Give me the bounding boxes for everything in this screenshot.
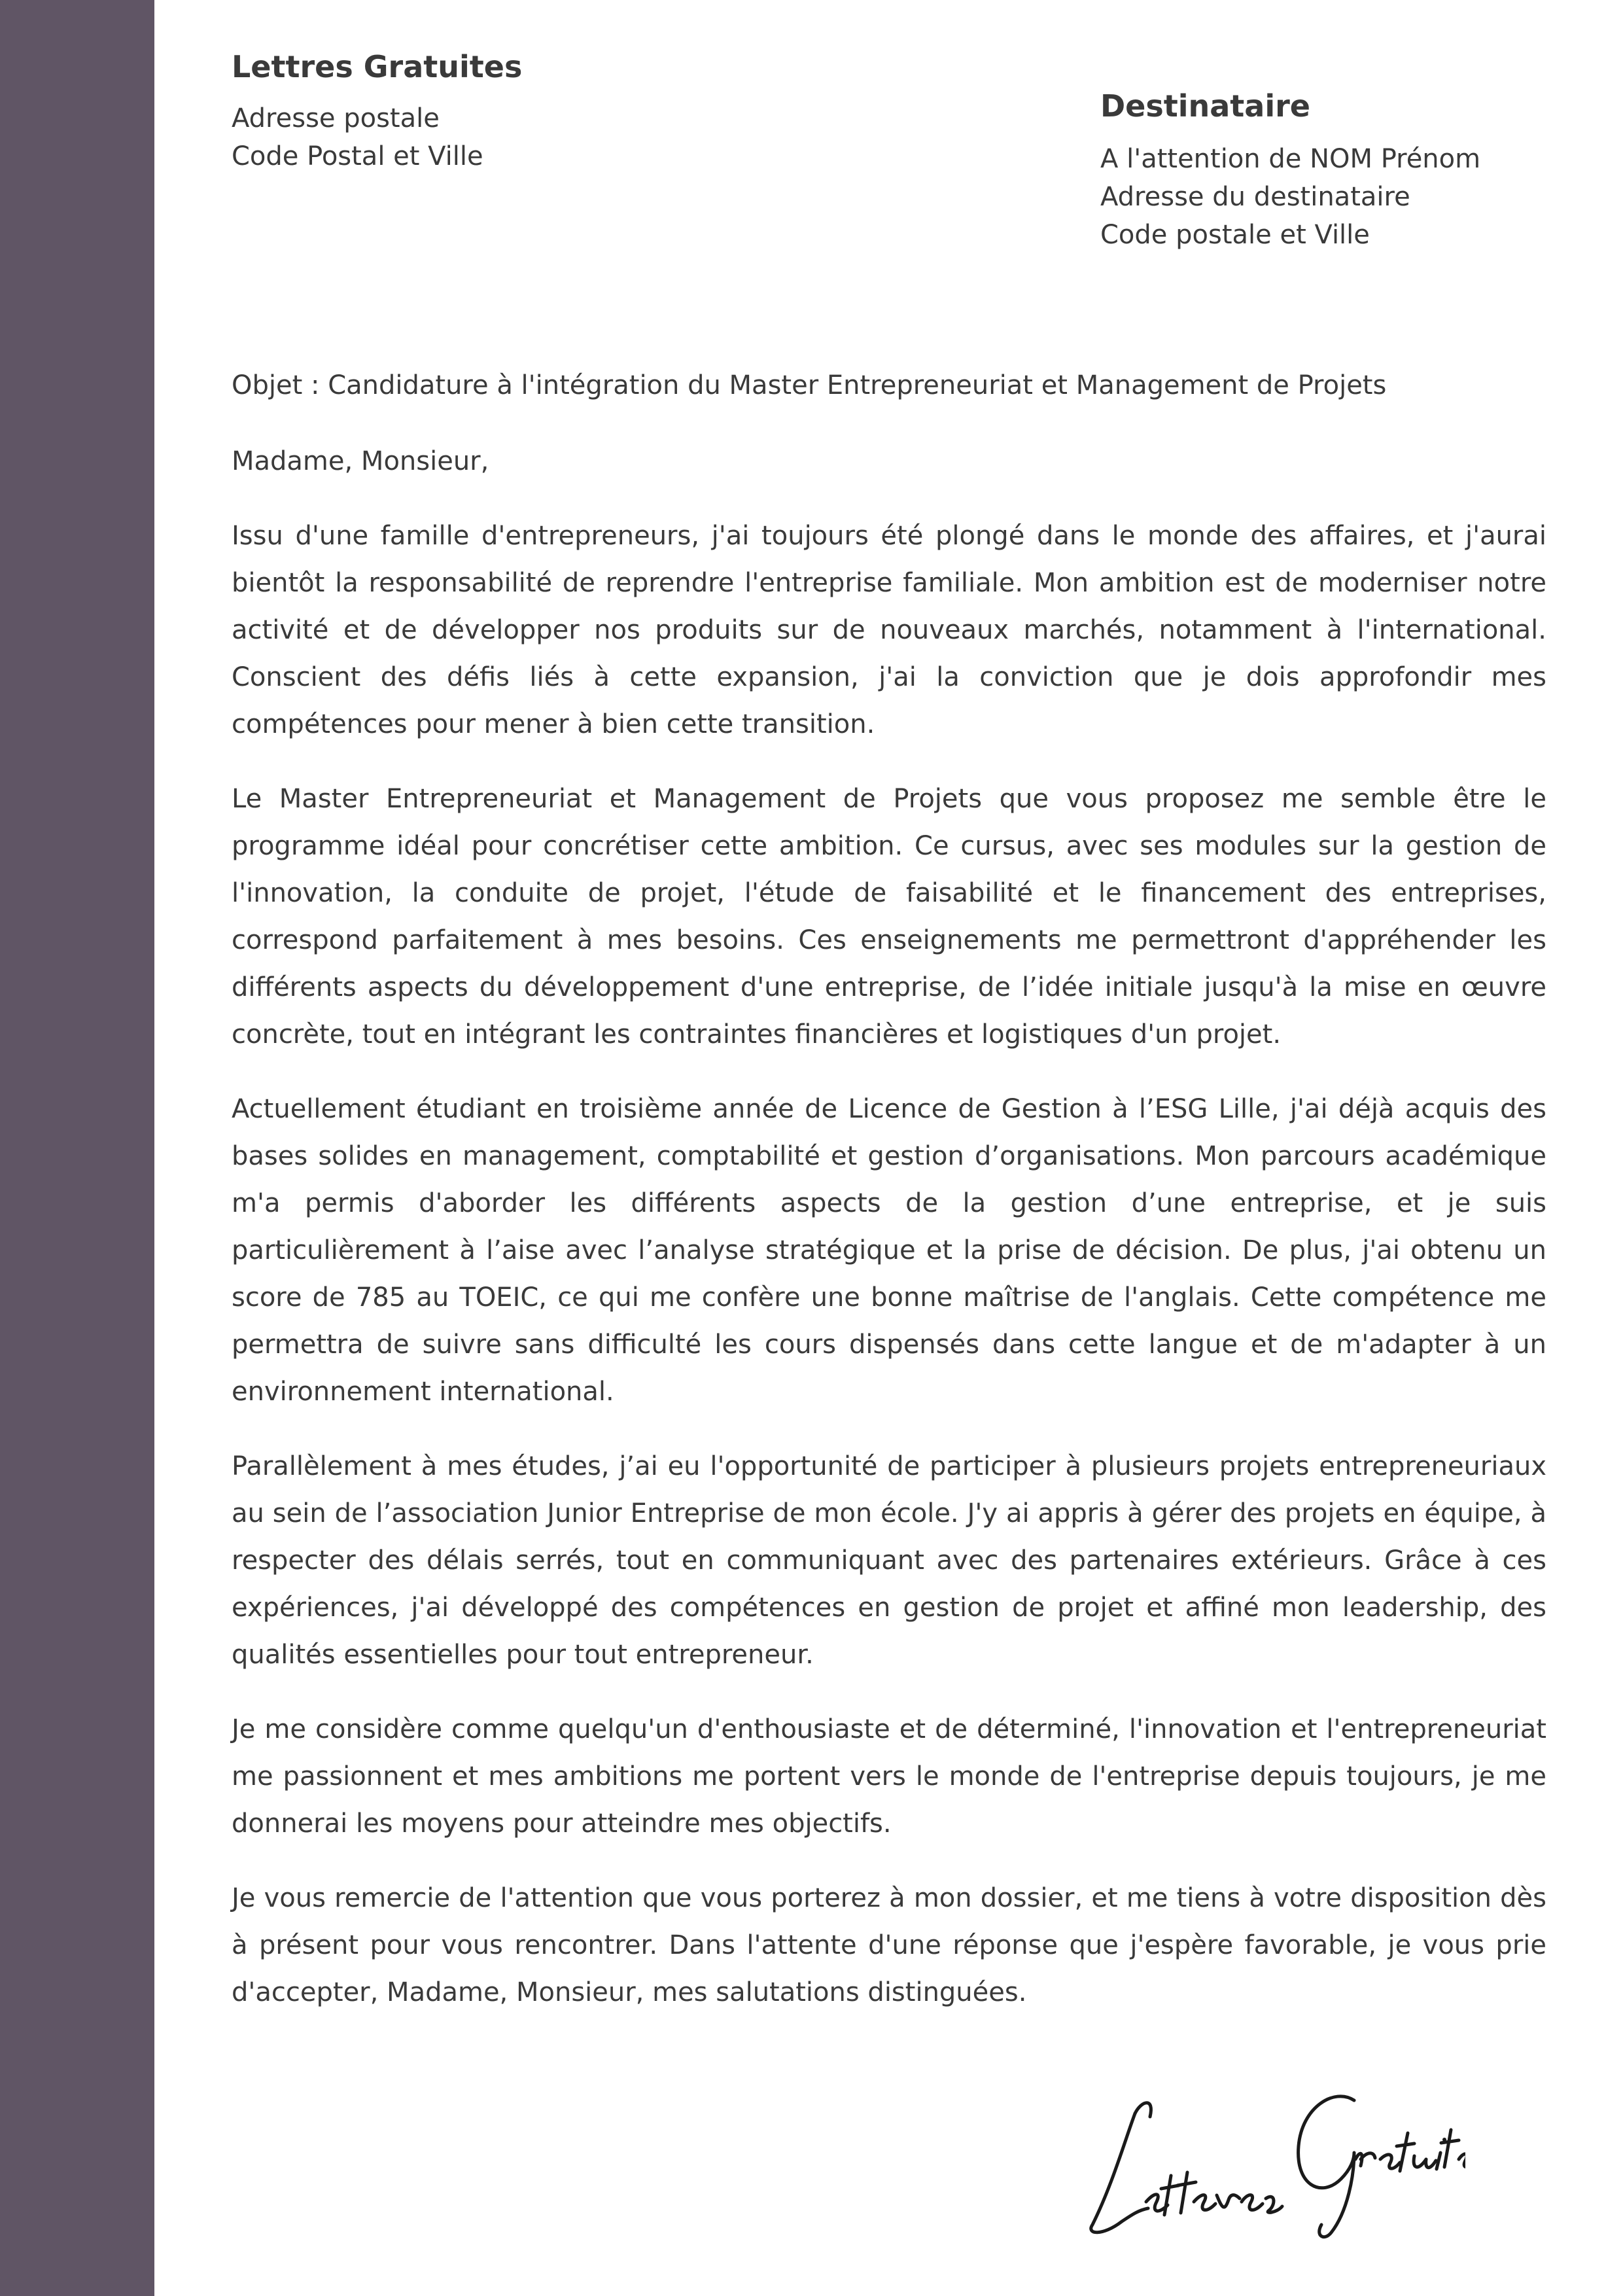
letter-paragraph: Je vous remercie de l'attention que vous porterez à mon dossier, et me tiens à votre disposition dès à présent pour vous rencontrer. Dans l'attente d'une réponse que j'espère favorable, je vous prie d'accepter, Madame, Monsieur, mes salutations distinguées. — [232, 1883, 1546, 2007]
recipient-postal-city: Code postale et Ville — [1100, 220, 1370, 250]
letter-subject: Objet : Candidature à l'intégration du Master Entrepreneuriat et Management de Projets — [232, 370, 1387, 400]
recipient-title: Destinataire — [1100, 88, 1310, 124]
letter-paragraph: Je me considère comme quelqu'un d'enthousiaste et de déterminé, l'innovation et l'entrepreneuriat me passionnent et mes ambitions me portent vers le monde de l'entreprise depuis toujours, je me donnerai les moyens pour atteindre mes objectifs. — [232, 1714, 1546, 1839]
signature-drawing — [1073, 2061, 1465, 2244]
sender-address-line: Adresse postale — [232, 103, 440, 133]
recipient-attention: A l'attention de NOM Prénom — [1100, 144, 1481, 174]
decorative-sidebar — [0, 0, 154, 2296]
sender-postal-city: Code Postal et Ville — [232, 141, 483, 171]
letter-paragraph: Issu d'une famille d'entrepreneurs, j'ai toujours été plongé dans le monde des affaires, et j'aurai bientôt la responsabilité de reprendre l'entreprise familiale. Mon ambition est de moderniser notre activité et de développer nos produits sur de nouveaux marchés, notamment à l'international. Conscient des défis liés à cette expansion, j'ai la conviction que je dois approfondir mes compétences pour mener à bien cette transition. — [232, 521, 1546, 739]
letter-paragraph: Le Master Entrepreneuriat et Management de Projets que vous proposez me semble être le programme idéal pour concrétiser cette ambition. Ce cursus, avec ses modules sur la gestion de l'innovation, la conduite de projet, l'étude de faisabilité et le financement des entreprises, correspond parfaitement à mes besoins. Ces enseignements me permettront d'appréhender les différents aspects du développement d'une entreprise, de l’idée initiale jusqu'à la mise en œuvre concrète, tout en intégrant les contraintes financières et logistiques d'un projet. — [232, 784, 1546, 1050]
sender-block — [232, 46, 820, 175]
letter-body — [232, 362, 1546, 2016]
letter-paragraph: Actuellement étudiant en troisième année de Licence de Gestion à l’ESG Lille, j'ai déjà acquis des bases solides en management, comptabilité et gestion d’organisations. Mon parcours académique m'a permis d'aborder les différents aspects de la gestion d’une entreprise, et je suis particulièrement à l’aise avec l’analyse stratégique et la prise de décision. De plus, j'ai obtenu un score de 785 au TOEIC, ce qui me confère une bonne maîtrise de l'anglais. Cette compétence me permettra de suivre sans difficulté les cours dispensés dans cette langue et de m'adapter à un environnement international. — [232, 1094, 1546, 1407]
letter-salutation: Madame, Monsieur, — [232, 446, 489, 476]
letter-paragraph: Parallèlement à mes études, j’ai eu l'opportunité de participer à plusieurs projets entrepreneuriaux au sein de l’association Junior Entreprise de mon école. J'y ai appris à gérer des projets en équipe, à respecter des délais serrés, tout en communiquant avec des partenaires extérieurs. Grâce à ces expériences, j'ai développé des compétences en gestion de projet et affiné mon leadership, des qualités essentielles pour tout entrepreneur. — [232, 1451, 1546, 1670]
recipient-block — [1100, 85, 1571, 254]
recipient-address-line: Adresse du destinataire — [1100, 182, 1410, 212]
sender-name: Lettres Gratuites — [232, 49, 523, 84]
handwritten-signature — [1073, 2061, 1465, 2244]
